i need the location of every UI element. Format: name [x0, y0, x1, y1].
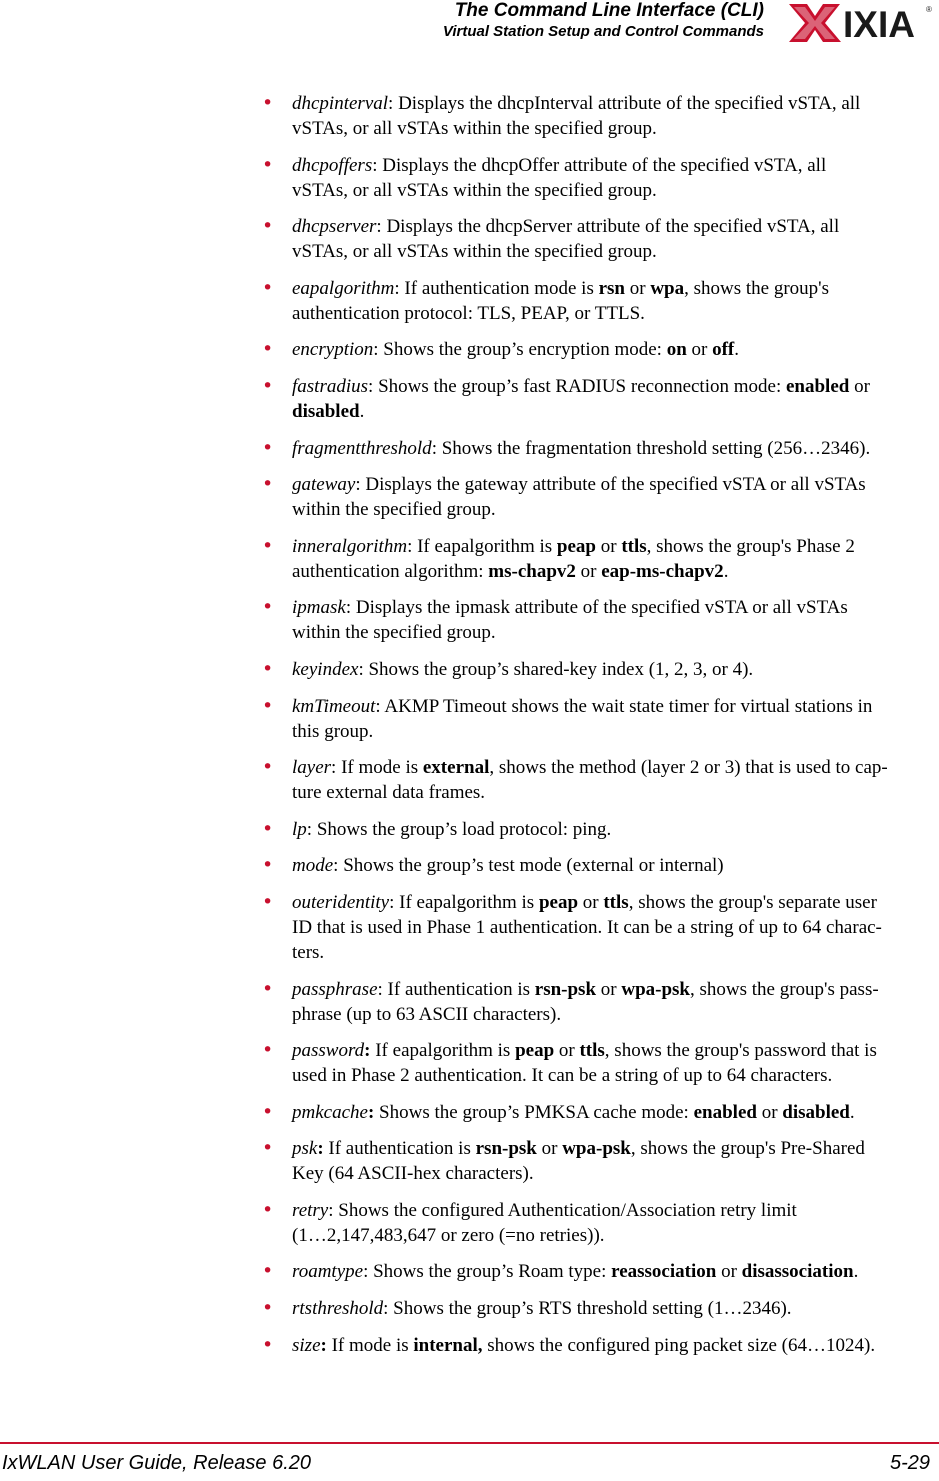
term-separator: : — [367, 1101, 380, 1123]
description-text: ters. — [292, 941, 325, 963]
keyword-value: peap — [556, 535, 596, 557]
page-subtitle: Virtual Station Setup and Control Commands — [442, 22, 764, 40]
keyword-value: external — [422, 757, 490, 779]
attribute-term: password — [292, 1040, 365, 1062]
term-separator: : — [345, 597, 356, 619]
description-text: or — [756, 1101, 783, 1123]
registered-mark: ® — [926, 5, 932, 14]
description-text: If eapalgorithm is — [417, 535, 557, 557]
description-text: , shows the group's — [684, 277, 829, 299]
description-text: Shows the group’s RTS threshold setting (1…2346). — [393, 1298, 792, 1320]
keyword-value: peap — [515, 1040, 555, 1062]
description-text: or — [686, 339, 713, 361]
keyword-value: disabled — [292, 400, 360, 422]
bullet-icon: • — [262, 1039, 274, 1062]
list-item — [262, 1296, 939, 1321]
list-item — [262, 1038, 939, 1088]
list-item — [262, 1136, 939, 1186]
term-separator: : — [394, 277, 405, 299]
keyword-value: ms-chapv2 — [488, 560, 576, 582]
description-text: or — [575, 560, 602, 582]
bullet-icon: • — [262, 1100, 274, 1123]
term-separator: : — [388, 93, 399, 114]
description-text: vSTAs, or all vSTAs within the specified group. — [292, 179, 657, 201]
ixia-logo-mark-icon — [789, 4, 841, 42]
description-text: this group. — [292, 720, 374, 742]
attribute-term: kmTimeout — [292, 695, 376, 717]
term-separator: : — [333, 855, 344, 877]
description-text: Shows the group’s fast RADIUS reconnection mode: — [378, 375, 786, 397]
description-text: or — [536, 1138, 563, 1160]
description-text: Shows the group’s test mode (external or internal) — [343, 855, 724, 877]
footer-guide-title: IxWLAN User Guide, Release 6.20 — [2, 1452, 312, 1474]
attribute-term: rtsthreshold — [292, 1298, 384, 1320]
term-separator: : — [377, 978, 388, 1000]
description-text: used in Phase 2 authentication. It can be a string of up to 64 characters. — [292, 1065, 833, 1087]
description-text: or — [596, 978, 622, 1000]
description-text: , shows the method (layer 2 or 3) that is used to cap- — [489, 757, 888, 779]
attribute-term: ipmask — [292, 597, 346, 619]
bullet-icon: • — [262, 890, 274, 913]
attribute-term: layer — [292, 757, 332, 779]
description-text: If authentication is — [328, 1138, 476, 1160]
description-text: or — [716, 1261, 742, 1283]
bullet-icon: • — [262, 276, 274, 299]
description-text: Shows the group’s load protocol: ping. — [316, 818, 612, 840]
list-item — [262, 214, 939, 264]
list-item — [262, 755, 939, 805]
description-text: , shows the group's Phase 2 — [646, 535, 855, 557]
bullet-icon: • — [262, 596, 274, 619]
description-text: , shows the group's separate user — [628, 891, 877, 913]
description-text: phrase (up to 63 ASCII characters). — [292, 1003, 562, 1025]
attribute-term: keyindex — [292, 658, 359, 680]
bullet-icon: • — [262, 1297, 274, 1320]
list-item — [262, 890, 939, 965]
description-text: vSTAs, or all vSTAs within the specified group. — [292, 241, 657, 263]
description-text: If mode is — [331, 1334, 414, 1356]
term-separator: : — [368, 375, 379, 397]
description-text: Shows the configured Authentication/Association retry limit — [338, 1199, 797, 1221]
term-separator: : — [317, 1138, 329, 1160]
keyword-value: wpa-psk — [562, 1138, 631, 1160]
keyword-value: eap-ms-chapv2 — [601, 560, 724, 582]
list-item — [262, 657, 939, 682]
description-text: Displays the dhcpOffer attribute of the specified vSTA, all — [382, 154, 827, 176]
keyword-value: reassociation — [611, 1261, 717, 1283]
description-text: or — [625, 277, 651, 299]
attribute-term: gateway — [292, 474, 356, 496]
term-separator: : — [383, 1298, 394, 1320]
bullet-icon: • — [262, 1137, 274, 1160]
description-text: . — [849, 1101, 855, 1123]
attribute-term: encryption — [292, 339, 374, 361]
list-item — [262, 1259, 939, 1284]
keyword-value: ttls — [579, 1040, 605, 1062]
keyword-value: wpa-psk — [621, 978, 690, 1000]
bullet-icon: • — [262, 977, 274, 1000]
bullet-icon: • — [262, 854, 274, 877]
description-text: . — [723, 560, 729, 582]
description-text: Key (64 ASCII-hex characters). — [292, 1163, 534, 1185]
bullet-icon: • — [262, 436, 274, 459]
list-item — [262, 1198, 939, 1248]
description-text: Shows the group’s Roam type: — [373, 1261, 612, 1283]
bullet-icon: • — [262, 473, 274, 496]
keyword-value: rsn-psk — [534, 978, 597, 1000]
bullet-icon: • — [262, 817, 274, 840]
list-item — [262, 374, 939, 424]
list-item — [262, 472, 939, 522]
list-item — [262, 1333, 939, 1358]
description-text: . — [853, 1261, 859, 1283]
bullet-icon: • — [262, 694, 274, 717]
keyword-value: peap — [538, 891, 579, 913]
list-item — [262, 436, 939, 461]
keyword-value: ttls — [621, 535, 647, 557]
term-separator: : — [364, 1040, 376, 1062]
keyword-value: rsn-psk — [475, 1138, 537, 1160]
list-item — [262, 595, 939, 645]
description-text: If mode is — [341, 757, 423, 779]
description-text: or — [849, 375, 870, 397]
list-item — [262, 534, 939, 584]
attribute-list — [262, 91, 939, 1369]
term-separator: : — [431, 437, 442, 459]
description-text: ture external data frames. — [292, 782, 486, 804]
attribute-term: pmkcache — [292, 1101, 368, 1123]
term-separator: : — [375, 695, 385, 717]
list-item — [262, 91, 939, 141]
bullet-icon: • — [262, 1333, 274, 1356]
bullet-icon: • — [262, 1260, 274, 1283]
description-text: AKMP Timeout shows the wait state timer for virtual stations in — [384, 695, 873, 717]
term-separator: : — [372, 154, 383, 176]
description-text: , shows the group's pass- — [690, 978, 879, 1000]
attribute-term: size — [292, 1334, 321, 1356]
term-separator: : — [306, 818, 317, 840]
attribute-term: passphrase — [292, 978, 378, 1000]
keyword-value: disassociation — [741, 1261, 854, 1283]
description-text: vSTAs, or all vSTAs within the specified group. — [292, 118, 657, 139]
bullet-icon: • — [262, 374, 274, 397]
description-text: Shows the group’s encryption mode: — [383, 339, 667, 361]
description-text: Displays the dhcpServer attribute of the specified vSTA, all — [386, 216, 840, 238]
keyword-value: enabled — [693, 1101, 757, 1123]
list-item — [262, 153, 939, 203]
description-text: , shows the group's password that is — [604, 1040, 877, 1062]
description-text: within the specified group. — [292, 499, 496, 521]
description-text: (1…2,147,483,647 or zero (=no retries)). — [292, 1224, 605, 1246]
logo-text: IXIA — [843, 4, 915, 45]
description-text: shows the configured ping packet size (64…1024). — [482, 1334, 876, 1356]
attribute-term: dhcpinterval — [292, 93, 389, 114]
keyword-value: off — [712, 339, 735, 361]
description-text: or — [596, 535, 622, 557]
bullet-icon: • — [262, 338, 274, 361]
attribute-term: psk — [292, 1138, 318, 1160]
keyword-value: internal, — [413, 1334, 483, 1356]
header-title-block — [443, 0, 764, 40]
term-separator: : — [331, 757, 342, 779]
term-separator: : — [389, 891, 400, 913]
attribute-term: dhcpoffers — [292, 154, 373, 176]
description-text: , shows the group's Pre-Shared — [630, 1138, 865, 1160]
description-text: Shows the fragmentation threshold setting (256…2346). — [441, 437, 871, 459]
term-separator: : — [373, 339, 384, 361]
bullet-icon: • — [262, 534, 274, 557]
keyword-value: enabled — [785, 375, 850, 397]
attribute-term: dhcpserver — [292, 216, 377, 238]
description-text: authentication algorithm: — [292, 560, 489, 582]
term-separator: : — [376, 216, 387, 238]
term-separator: : — [328, 1199, 339, 1221]
bullet-icon: • — [262, 1198, 274, 1221]
keyword-value: disabled — [782, 1101, 850, 1123]
attribute-term: outeridentity — [292, 891, 390, 913]
bullet-icon: • — [262, 657, 274, 680]
keyword-value: ttls — [603, 891, 629, 913]
list-item — [262, 977, 939, 1027]
description-text: If eapalgorithm is — [399, 891, 539, 913]
attribute-term: fragmentthreshold — [292, 437, 432, 459]
description-text: Shows the group’s PMKSA cache mode: — [379, 1101, 694, 1123]
bullet-icon: • — [262, 215, 274, 238]
description-text: authentication protocol: TLS, PEAP, or TTLS. — [292, 302, 645, 324]
description-text: ID that is used in Phase 1 authentication. It can be a string of up to 64 charac- — [292, 916, 882, 938]
description-text: . — [734, 339, 739, 361]
attribute-term: roamtype — [292, 1261, 364, 1283]
term-separator: : — [407, 535, 418, 557]
attribute-term: eapalgorithm — [292, 277, 395, 299]
footer-page-number: 5-29 — [889, 1452, 930, 1474]
term-separator: : — [355, 474, 366, 496]
list-item — [262, 817, 939, 842]
bullet-icon: • — [262, 756, 274, 779]
ixia-logo — [785, 0, 935, 46]
description-text: or — [554, 1040, 580, 1062]
footer-divider — [0, 1442, 939, 1444]
bullet-icon: • — [262, 153, 274, 176]
attribute-term: lp — [292, 818, 307, 840]
attribute-term: inneralgorithm — [292, 535, 408, 557]
keyword-value: wpa — [650, 277, 685, 299]
attribute-term: fastradius — [292, 375, 369, 397]
description-text: If eapalgorithm is — [375, 1040, 516, 1062]
page-title: The Command Line Interface (CLI) — [454, 0, 764, 21]
list-item — [262, 694, 939, 744]
keyword-value: rsn — [598, 277, 625, 299]
term-separator: : — [363, 1261, 374, 1283]
list-item — [262, 337, 939, 362]
list-item — [262, 1100, 939, 1125]
term-separator: : — [320, 1334, 332, 1356]
description-text: Displays the ipmask attribute of the specified vSTA or all vSTAs — [355, 597, 848, 619]
description-text: If authentication is — [387, 978, 535, 1000]
attribute-term: mode — [292, 855, 334, 877]
attribute-term: retry — [292, 1199, 329, 1221]
description-text: or — [578, 891, 604, 913]
description-text: . — [359, 400, 365, 422]
keyword-value: on — [666, 339, 687, 361]
description-text: Displays the dhcpInterval attribute of the specified vSTA, all — [398, 93, 861, 114]
description-text: Shows the group’s shared-key index (1, 2, 3, or 4). — [368, 658, 754, 680]
description-text: within the specified group. — [292, 622, 496, 644]
description-text: Displays the gateway attribute of the specified vSTA or all vSTAs — [365, 474, 866, 496]
term-separator: : — [358, 658, 369, 680]
list-item — [262, 853, 939, 878]
list-item — [262, 276, 939, 326]
bullet-icon: • — [262, 92, 274, 114]
description-text: If authentication mode is — [404, 277, 599, 299]
